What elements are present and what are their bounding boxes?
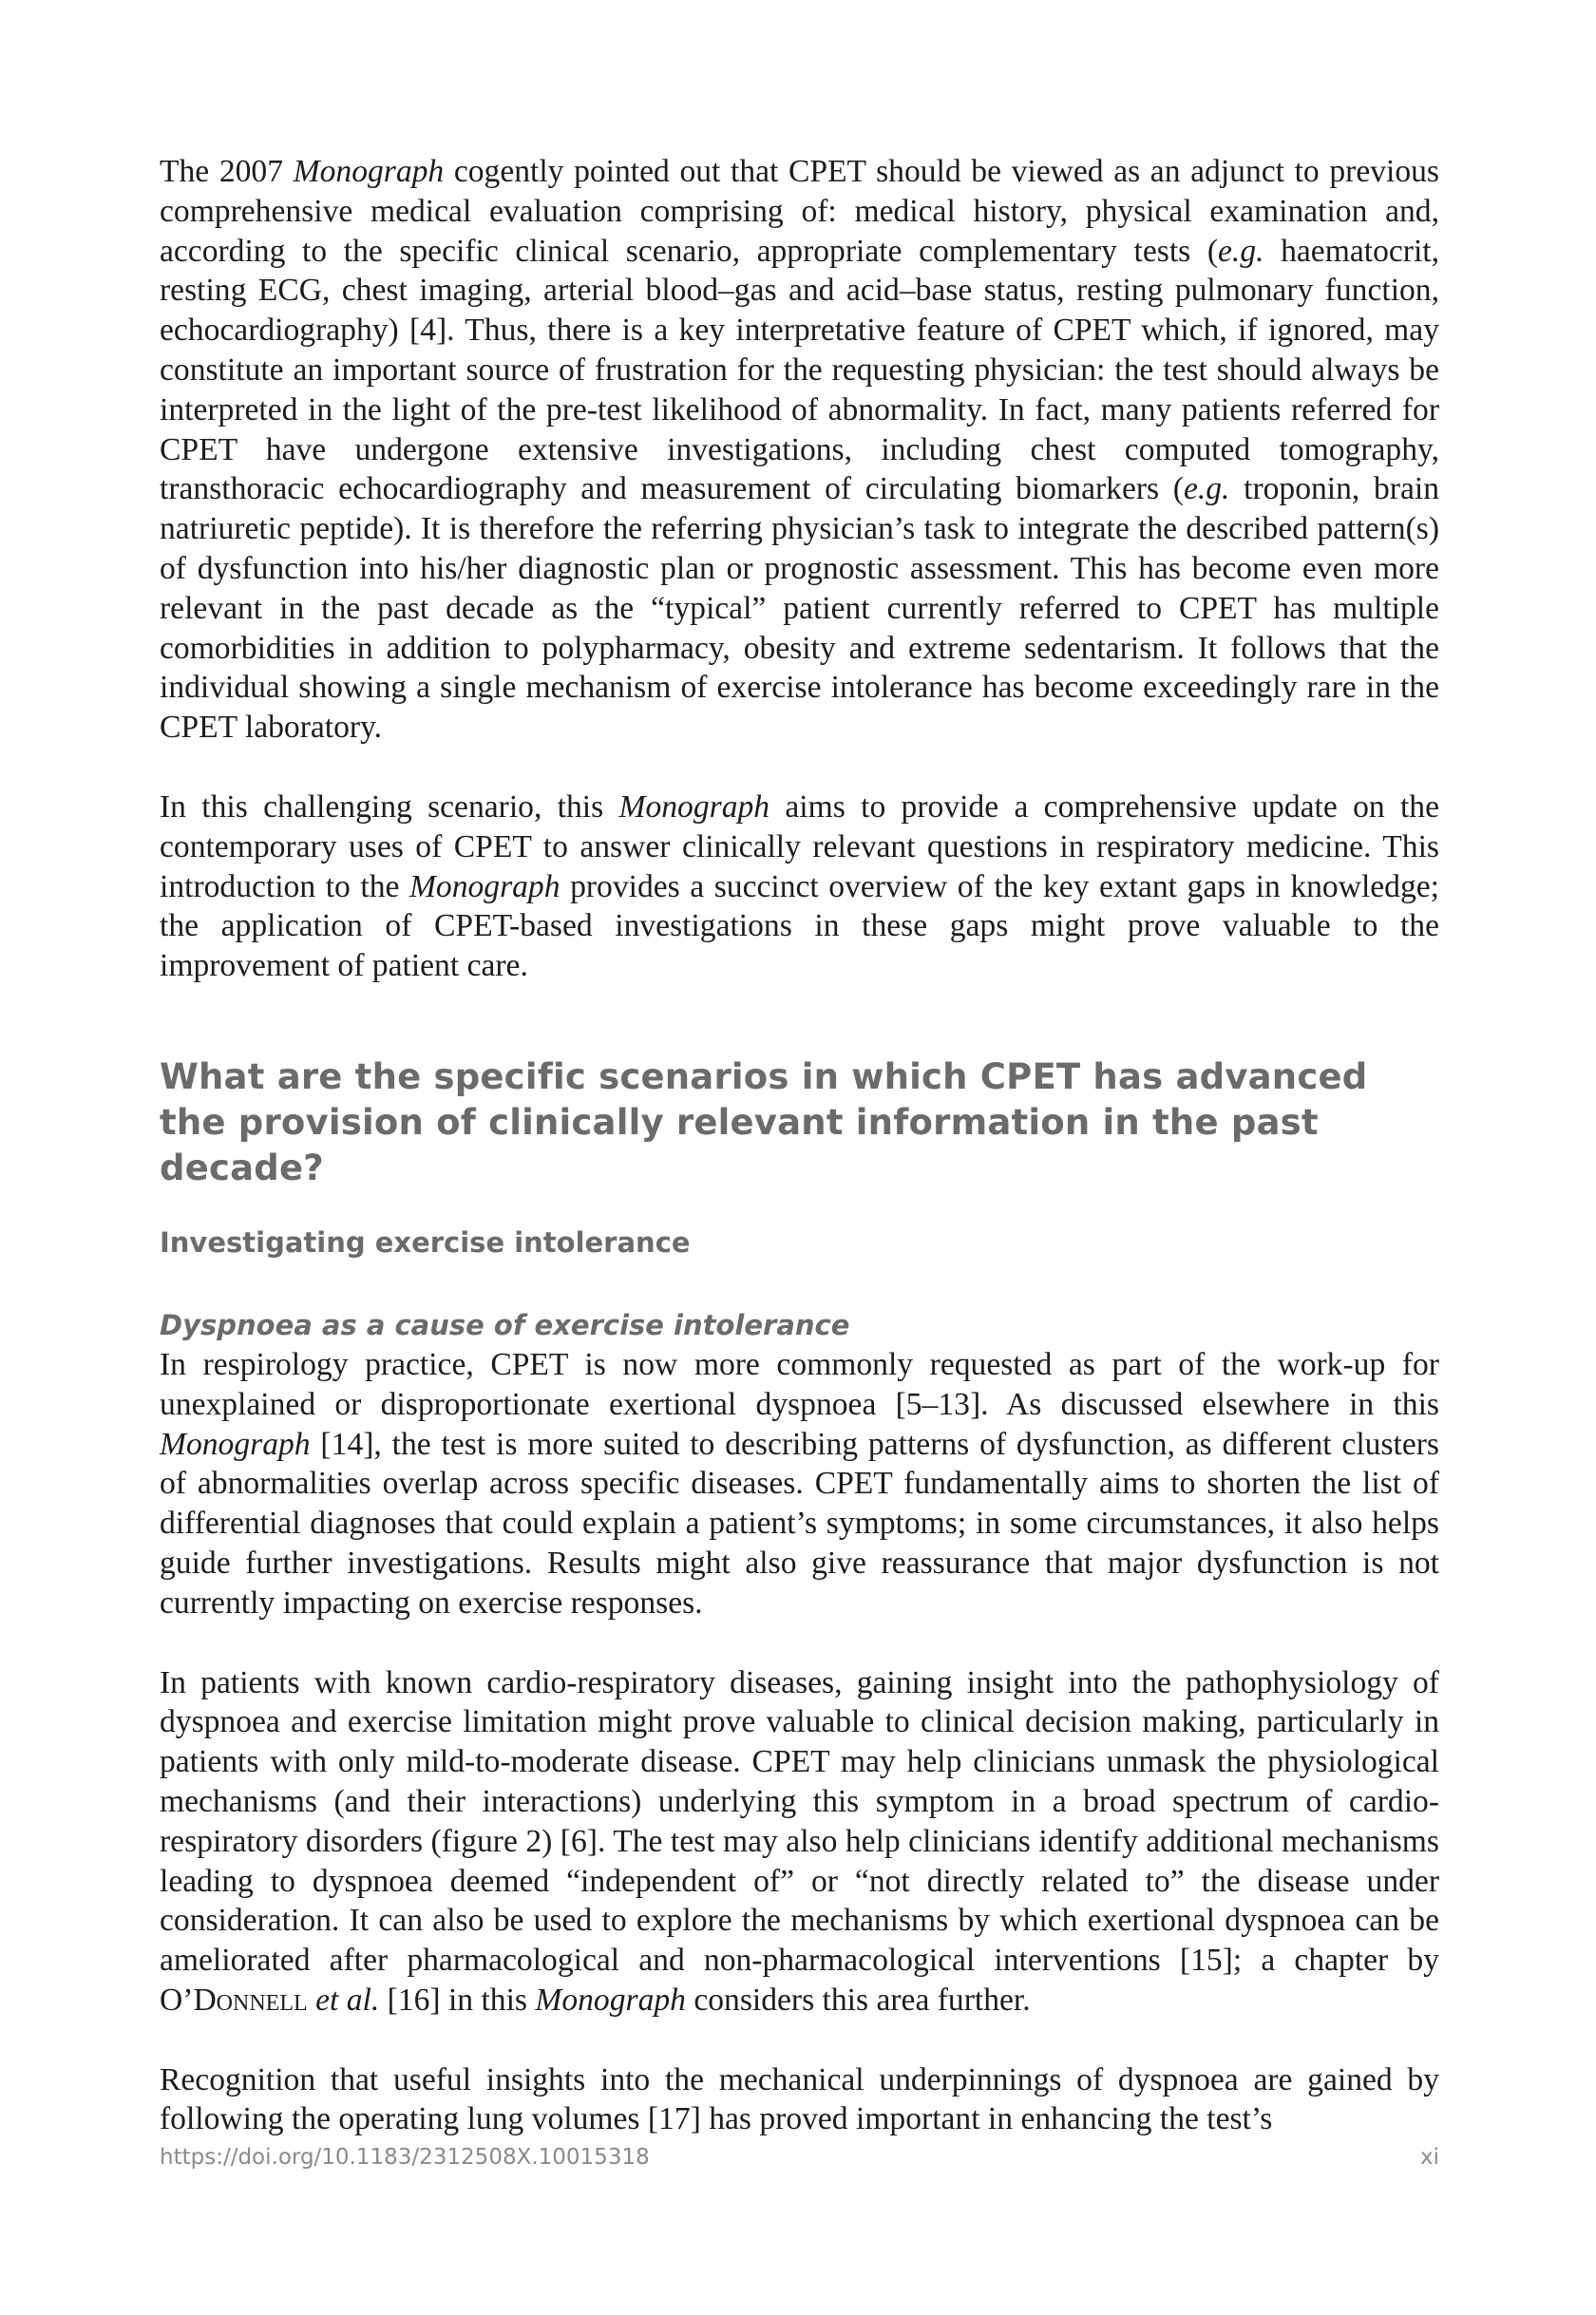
italic-run: Monograph — [293, 154, 445, 189]
page-content — [160, 152, 1439, 2139]
paragraph-cpet-adjunct — [160, 152, 1439, 748]
text-run: troponin, brain natriuretic peptide). It is therefore the referring physician’s task to integrate the described pattern(s) of dysfunction into his/her diagnostic plan or prognostic assessment. This has become even more relevant in the past decade as the “typical” patient currently referred to CPET has multiple comorbidities in addition to polypharmacy, obesity and extreme sedentarism. It follows that the individual showing a single mechanism of exercise intolerance has become exceedingly rare in the CPET laboratory. — [160, 471, 1439, 746]
italic-run: e.g. — [1218, 233, 1264, 269]
subsubsection-heading: Dyspnoea as a cause of exercise intolerance — [160, 1308, 850, 1341]
paragraph-challenging-scenario — [160, 787, 1439, 986]
text-run: In this challenging scenario, this — [160, 788, 619, 825]
text-run: [14], the test is more suited to describing patterns of dysfunction, as different clusters of abnormalities overlap across specific diseases. CPET fundamentally aims to shorten the list of differential diagnoses that could explain a patient’s symptoms; in some circumstances, it also helps guide further investigations. Results might also give reassurance that major dysfunction is not currently impacting on exercise responses. — [160, 1426, 1439, 1621]
paragraph-known-diseases — [160, 1663, 1439, 2021]
text-run: [16] in this — [379, 1982, 536, 2018]
text-run: cogently pointed out that CPET should be viewed as an adjunct to previous comprehensive medical evaluation comprising of: medical history, physical examination and, according to the specific clinical scenario, appropriate complementary tests ( — [160, 154, 1439, 269]
text-run — [308, 1983, 315, 2018]
text-run: aims to provide a comprehensive update on the contemporary uses of CPET to answer clinically relevant questions in respiratory medicine. This introduction to the — [160, 788, 1439, 904]
italic-run: Monograph — [618, 788, 770, 825]
italic-run: Monograph — [535, 1982, 686, 2018]
subsection-heading: Investigating exercise intolerance — [160, 1225, 691, 1259]
italic-run: Monograph — [160, 1426, 311, 1462]
author-name: Donnell — [193, 1982, 308, 2018]
text-run: Recognition that useful insights into the mechanical underpinnings of dyspnoea are gained by following the operating lung volumes [17] has proved important in enhancing the test’s — [160, 2061, 1439, 2137]
section-heading: What are the specific scenarios in which CPET has advanced the provision of clinically relevant information in the past decade? — [160, 1055, 1368, 1188]
paragraph-respirology-practice — [160, 1345, 1439, 1623]
text-run: provides a succinct overview of the key extant gaps in knowledge; the application of CPET-based investigations in these gaps might prove valuable to the improvement of patient care. — [160, 868, 1439, 984]
italic-run: Monograph — [408, 868, 560, 904]
text-run: In patients with known cardio-respiratory diseases, gaining insight into the pathophysiology of dyspnoea and exercise limitation might prove valuable to clinical decision making, particularly in patients with only mild-to-moderate disease. CPET may help clinicians unmask the physiological mechanisms (and their interactions) underlying this symptom in a broad spectrum of cardio-respiratory disorders (figure 2) [6]. The test may also help clinicians identify additional mechanisms leading to dyspnoea deemed “independent of” or “not directly related to” the disease under consideration. It can also be used to explore the mechanisms by which exertional dyspnoea can be ameliorated after pharmacological and non-pharmacological interventions [15]; a chapter by O’ — [160, 1664, 1439, 2018]
text-run: considers this area further. — [685, 1982, 1031, 2018]
italic-run: et al. — [315, 1982, 380, 2018]
text-run: haematocrit, resting ECG, chest imaging, arterial blood–gas and acid–base status, resting pulmonary function, echocardiography) [4]. Thus, there is a key interpretative feature of CPET which, if ignored, may constitute an important source of frustration for the requesting physician: the test should always be interpreted in the light of the pre-test likelihood of abnormality. In fact, many patients referred for CPET have undergone extensive investigations, including chest computed tomography, transthoracic echocardiography and measurement of circulating biomarkers ( — [160, 233, 1439, 507]
text-run: The 2007 — [160, 154, 294, 189]
italic-run: e.g. — [1183, 471, 1230, 507]
doi-link[interactable]: https://doi.org/10.1183/2312508X.10015318 — [160, 2145, 650, 2170]
page-number: xi — [1419, 2145, 1439, 2170]
text-run: In respirology practice, CPET is now more commonly requested as part of the work-up for unexplained or disproportionate exertional dyspnoea [5–13]. As discussed elsewhere in this — [160, 1346, 1439, 1422]
paragraph-operating-lung-volumes — [160, 2060, 1439, 2140]
